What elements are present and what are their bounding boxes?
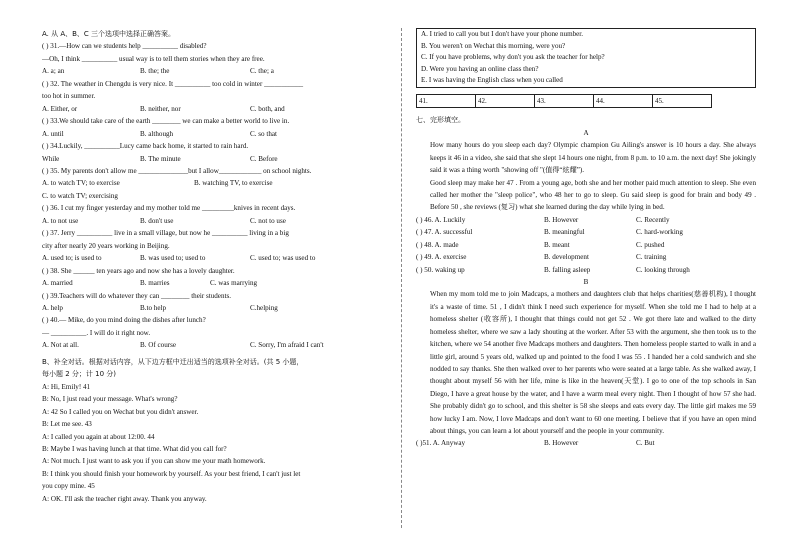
answer-cell-42[interactable]: 42.: [476, 94, 535, 107]
q38-option-a: A. married: [42, 279, 73, 288]
q47-option-c: C. hard-working: [636, 228, 683, 237]
q40-option-a: A. Not at all.: [42, 341, 79, 350]
box-option: C. If you have problems, why don't you ask the teacher for help?: [421, 53, 605, 62]
passage-b-label: B: [583, 278, 589, 287]
q47-options: [416, 226, 756, 238]
q51-option-c: C. But: [636, 439, 655, 448]
q50-option-b: B. falling asleep: [544, 265, 591, 274]
q46-option-a: ( ) 46. A. Luckily: [416, 215, 466, 224]
q31-stem: ( ) 31.—How can we students help __________ disabled?: [42, 42, 207, 51]
box-option: A. I tried to call you but I don't have your phone number.: [421, 30, 584, 38]
q34-option-a: While: [42, 154, 60, 163]
dialog-line: B: No, I just read your message. What's wrong?: [42, 395, 178, 404]
q37-option-a: A. used to; is used to: [42, 254, 102, 263]
q32-line2: too hot in summer.: [42, 92, 96, 101]
question-32: [42, 78, 387, 115]
q33-stem: ( ) 33.We should take care of the earth ________ we can make a better world to live in.: [42, 117, 290, 126]
q39-stem: ( ) 39.Teachers will do whatever they can ________ their students.: [42, 291, 232, 300]
q34-options: [42, 153, 387, 165]
q33-option-a: A. until: [42, 129, 64, 138]
q40-option-c: C. Sorry, I'm afraid I can't: [250, 341, 324, 350]
q35-option-a: A. to watch TV; to exercise: [42, 179, 120, 188]
q35-stem: ( ) 35. My parents don't allow me ______________but I allow____________ on school nights.: [42, 166, 312, 175]
passage-a-paragraph-1: How many hours do you sleep each day? Olympic champion Gu Ailing's answer is 10 hours a day. She always keeps it 46 in a video, she said that she slept 14 hours one night, from 8 p.m. to 10 a.m. the next day! She jokingly said it was a thing worth "showing off "(值得“炫耀”).: [430, 141, 756, 175]
q38-option-b: B. marries: [140, 279, 170, 288]
question-40: [42, 314, 387, 351]
q39-options: [42, 302, 387, 314]
q36-option-b: B. don't use: [140, 216, 174, 225]
q31-option-c: C. the; a: [250, 67, 274, 76]
q31-option-a: A. a; an: [42, 67, 65, 76]
section-b-header: B、补全对话。根据对话内容，从下边方框中迁出适当的选项补全对话。(共 5 小题，: [42, 357, 304, 366]
q35-option-b: B. watching TV, to exercise: [194, 179, 273, 188]
q49-option-b: B. development: [544, 253, 589, 262]
q31-line2: —Oh, I think __________ usual way is to tell them stories when they are free.: [42, 54, 265, 63]
dialog-line: A: OK. I'll ask the teacher right away. Thank you anyway.: [42, 494, 207, 503]
box-option: D. Were you having an online class then?: [421, 64, 539, 73]
dialog-line: B: Maybe I was having lunch at that time. What did you call for?: [42, 444, 227, 453]
answer-cell-44[interactable]: 44.: [594, 94, 653, 107]
q46-options: [416, 214, 756, 226]
answer-cell-43[interactable]: 43.: [535, 94, 594, 107]
q37-options: [42, 252, 387, 264]
q48-options: [416, 239, 756, 251]
answer-table: [416, 94, 712, 108]
q49-options: [416, 251, 756, 263]
q32-option-b: B. neither, nor: [140, 104, 181, 113]
question-33: [42, 115, 387, 140]
right-column: [416, 28, 756, 450]
section-a-header: A. 从 A、B、C 三个选项中选择正确答案。: [42, 30, 176, 38]
q46-option-b: B. However: [544, 215, 579, 224]
q40-stem: ( ) 40.— Mike, do you mind doing the dishes after lunch?: [42, 316, 206, 325]
dialog-line: A: Not much. I just want to ask you if you can show me your math homework.: [42, 457, 266, 466]
q38-stem: ( ) 38. She ______ ten years ago and now she has a lovely daughter.: [42, 266, 235, 275]
q40-options: [42, 339, 387, 351]
q34-stem: ( ) 34.Luckily, __________Lucy came back home, it started to rain hard.: [42, 142, 249, 151]
q50-option-c: C. looking through: [636, 265, 690, 274]
q36-options: [42, 215, 387, 227]
q35-option-c: C. to watch TV; exercising: [42, 191, 118, 200]
passage-a-label: A: [583, 128, 589, 137]
question-38: [42, 265, 387, 290]
q36-option-a: A. to not use: [42, 216, 79, 225]
q36-option-c: C. not to use: [250, 216, 286, 225]
question-35: [42, 165, 387, 202]
q36-stem: ( ) 36. I cut my finger yesterday and my mother told me _________knives in recent days.: [42, 204, 296, 213]
dialog-line: A: 42 So I called you on Wechat but you didn't answer.: [42, 407, 199, 416]
q40-line2: — __________. I will do it right now.: [42, 328, 151, 337]
q34-option-c: C. Before: [250, 154, 278, 163]
options-box: [416, 28, 756, 88]
dialog-line: B: I think you should finish your homework by yourself. As your best friend, I can't just let: [42, 469, 301, 478]
question-34: [42, 140, 387, 165]
dialog-line: A: I called you again at about 12:00. 44: [42, 432, 155, 441]
q49-option-c: C. training: [636, 253, 667, 262]
q31-options: [42, 65, 387, 77]
passage-a-paragraph-2: Good sleep may make her 47 . From a young age, both she and her mother paid much attention to sleep. She even called her mother the "sleep police", who 48 her to go to sleep. Gu said sleep is good for brain and body 49 . Before 50 , she reviews (复习) what she learned during the day while lying in bed.: [430, 178, 756, 212]
answer-cell-45[interactable]: 45.: [653, 94, 712, 107]
question-37: [42, 227, 387, 264]
q33-option-c: C. so that: [250, 129, 277, 138]
q31-option-b: B. the; the: [140, 67, 170, 76]
dialog-line: you copy mine. 45: [42, 482, 95, 491]
section-7-header: 七、完形填空。: [416, 116, 465, 125]
q51-option-b: B. However: [544, 439, 579, 448]
q37-option-c: C. used to; was used to: [250, 254, 316, 263]
q32-options: [42, 103, 387, 115]
q33-option-b: B. although: [140, 129, 174, 138]
q47-option-a: ( ) 47. A. successful: [416, 228, 473, 237]
q48-option-c: C. pushed: [636, 240, 665, 249]
q34-option-b: B. The minute: [140, 154, 181, 163]
question-31: [42, 40, 387, 77]
dialog: [42, 381, 387, 506]
q32-stem: ( ) 32. The weather in Chengdu is very nice. It __________ too cold in winter ___________: [42, 79, 304, 88]
q50-option-a: ( ) 50. waking up: [416, 265, 465, 274]
q51-options: [416, 437, 756, 449]
column-divider: [401, 28, 402, 528]
box-option: B. You weren't on Wechat this morning, were you?: [421, 41, 566, 50]
passage-b-paragraph: When my mom told me to join Madcaps, a mothers and daughters club that helps charities(慈善机构), I thought it's a waste of time. 51 , I didn't think I need such experience for myself. When she told me I had to help at a homeless shelter (收容所), I thought that things could not get 52 . We got there late and walked to the dirty homeless shelter, where we saw a lady shouting at the worker. After 53 with the argument, she then took us to the kitchen, where we 54 another five Madcaps mothers and daughters. Then homeless people started to walk in and a little girl, around 5 years old, walked up and pointed to the food I was 55 . I handed her a cold sandwich and she nodded to say thanks. She then walked over to her parents who were seated at a large table. As she walked away, I thought about myself 56 with her life, mine is like in the heaven(天堂). I go to one of the top schools in San Diego, I have a great house by the water, and I have a warm meal every night. Then I thought of how 57 she had. She probably didn't go to school, and this shelter is 58 she sleeps and eats every day. The little girl makes me 59 how lucky I am. Now, I love Madcaps and don't want to 60 one meeting. I believe that if you have an open mind about things, you can learn a lot about yourself and the people in your community.: [430, 290, 756, 435]
q32-option-c: C. both, and: [250, 104, 285, 113]
q48-option-b: B. meant: [544, 240, 570, 249]
answer-cell-41[interactable]: 41.: [417, 94, 476, 107]
q37-option-b: B. was used to; used to: [140, 254, 206, 263]
q39-option-b: B.to help: [140, 303, 167, 312]
q40-option-b: B. Of course: [140, 341, 177, 350]
q38-options: [42, 277, 387, 289]
box-option: E. I was having the English class when you called: [421, 76, 563, 85]
q49-option-a: ( ) 49. A. exercise: [416, 253, 467, 262]
q39-option-c: C.helping: [250, 303, 278, 312]
question-36: [42, 202, 387, 227]
q35-options: [42, 177, 387, 189]
section-b-header-line2: 每小题 2 分；计 10 分): [42, 370, 116, 379]
q39-option-a: A. help: [42, 303, 63, 312]
q51-option-a: ( )51. A. Anyway: [416, 439, 466, 448]
dialog-line: A: Hi, Emily! 41: [42, 382, 91, 391]
q33-options: [42, 128, 387, 140]
q47-option-b: B. meaningful: [544, 228, 585, 237]
question-39: [42, 290, 387, 315]
q50-options: [416, 264, 756, 276]
left-column: [42, 28, 387, 505]
q46-option-c: C. Recently: [636, 215, 670, 224]
q48-option-a: ( ) 48. A. made: [416, 240, 459, 249]
q38-option-c: C. was marrying: [210, 279, 258, 288]
q37-stem: ( ) 37. Jerry __________ live in a small village, but now he __________ living in a big: [42, 229, 289, 238]
q32-option-a: A. Either, or: [42, 104, 78, 113]
dialog-line: B: Let me see. 43: [42, 420, 92, 429]
q37-line2: city after nearly 20 years working in Beijing.: [42, 241, 170, 250]
